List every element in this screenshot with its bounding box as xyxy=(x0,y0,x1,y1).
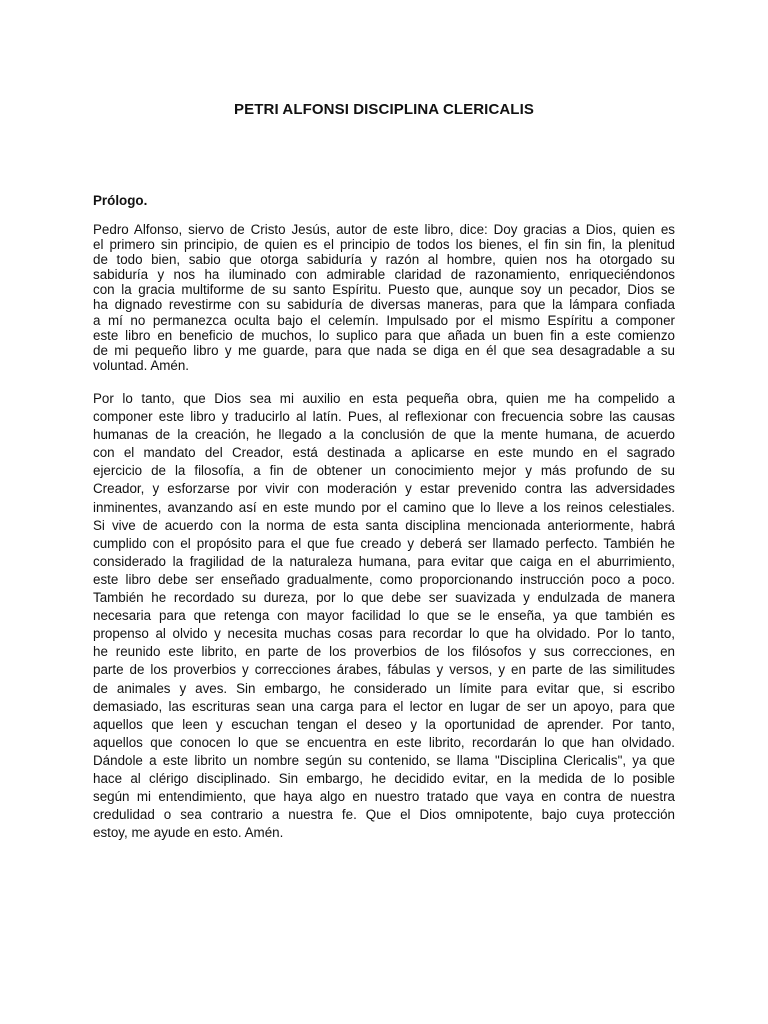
paragraph-line: ejercicio de la filosofía, a fin de obtener un conocimiento mejor y más profundo de su xyxy=(93,463,675,479)
paragraph-line: con el mandato del Creador, está destinada a aplicarse en este mundo en el sagrado xyxy=(93,445,675,461)
paragraph-line: sabiduría y nos ha iluminado con admirable claridad de razonamiento, enriqueciéndonos xyxy=(93,267,675,283)
paragraph-line: cumplido con el propósito para el que fue creado y deberá ser llamado perfecto. También he xyxy=(93,535,675,551)
paragraph-line: de todo bien, sabio que otorga sabiduría y razón al hombre, quien nos ha otorgado su xyxy=(93,252,675,268)
document-title: PETRI ALFONSI DISCIPLINA CLERICALIS xyxy=(234,101,534,118)
paragraph-line: humanas de la creación, he llegado a la conclusión de que la mente humana, de acuerdo xyxy=(93,427,675,443)
paragraph-line: credulidad o sea contrario a nuestra fe. Que el Dios omnipotente, bajo cuya protección xyxy=(93,807,675,823)
paragraph-line: aquellos que leen y escuchan tengan el deseo y la oportunidad de aprender. Por tanto, xyxy=(93,716,675,732)
paragraph-line: de animales y aves. Sin embargo, he considerado un límite para evitar que, si escribo xyxy=(93,680,675,696)
paragraph-line: Por lo tanto, que Dios sea mi auxilio en esta pequeña obra, quien me ha compelido a xyxy=(93,391,675,406)
paragraph-line: También he recordado su dureza, por lo que debe ser suavizada y endulzada de manera xyxy=(93,590,675,606)
paragraph-line: inminentes, avanzando así en este mundo por el camino que lo lleve a los reinos celestiales. xyxy=(93,499,675,515)
paragraph-line: Pedro Alfonso, siervo de Cristo Jesús, autor de este libro, dice: Doy gracias a Dios, quien es xyxy=(93,222,675,237)
section-heading: Prólogo. xyxy=(93,193,148,208)
paragraph-line: el primero sin principio, de quien es el principio de todos los bienes, el fin sin fin, la plenitud xyxy=(93,237,675,253)
paragraph-line: estoy, me ayude en esto. Amén. xyxy=(93,825,284,841)
paragraph-2 xyxy=(93,390,675,842)
paragraph-line: este libro en beneficio de muchos, lo suplico para que añada un buen fin a este comienzo xyxy=(93,327,675,343)
paragraph-line: de mi pequeño libro y me guarde, para que nada se diga en él que sea desagradable a su xyxy=(93,342,675,358)
paragraph-line: demasiado, las escrituras sean una carga para el lector en lugar de ser un apoyo, para que xyxy=(93,698,675,714)
paragraph-line: a mí no permanezca oculta bajo el celemín. Impulsado por el mismo Espíritu a componer xyxy=(93,312,675,328)
paragraph-line: Creador, y esforzarse por vivir con moderación y estar prevenido contra las adversidades xyxy=(93,481,675,497)
paragraph-1 xyxy=(93,222,675,373)
paragraph-line: necesaria para que retenga con mayor facilidad lo que se le enseña, ya que también es xyxy=(93,608,675,624)
paragraph-line: considerado la fragilidad de la naturaleza humana, para evitar que caiga en el aburrimiento, xyxy=(93,553,675,569)
paragraph-line: parte de los proverbios y correcciones árabes, fábulas y versos, y en parte de las similitudes xyxy=(93,662,675,678)
paragraph-line: he reunido este librito, en parte de los proverbios de los filósofos y sus correcciones, en xyxy=(93,644,675,660)
paragraph-line: Si vive de acuerdo con la norma de esta santa disciplina mencionada anteriormente, habrá xyxy=(93,517,675,533)
paragraph-line: ha dignado revestirme con su sabiduría de diversas maneras, para que la lámpara confiada xyxy=(93,297,675,313)
paragraph-line: voluntad. Amén. xyxy=(93,357,190,373)
paragraph-line: este libro debe ser enseñado gradualmente, como proporcionando instrucción poco a poco. xyxy=(93,571,675,587)
paragraph-line: componer este libro y traducirlo al latín. Pues, al reflexionar con frecuencia sobre las causas xyxy=(93,409,675,425)
paragraph-line: propenso al olvido y necesita muchas cosas para recordar lo que ha olvidado. Por lo tanto, xyxy=(93,626,675,642)
paragraph-line: hace al clérigo disciplinado. Sin embargo, he decidido evitar, en la medida de lo posible xyxy=(93,770,675,786)
paragraph-line: aquellos que conocen lo que se encuentra en este librito, recordarán lo que han olvidado. xyxy=(93,734,675,750)
paragraph-line: Dándole a este librito un nombre según su contenido, se llama "Disciplina Clericalis", ya que xyxy=(93,752,675,768)
paragraph-line: con la gracia multiforme de su santo Espíritu. Puesto que, aunque soy un pecador, Dios se xyxy=(93,282,675,298)
paragraph-line: según mi entendimiento, que haya algo en nuestro tratado que vaya en contra de nuestra xyxy=(93,789,675,805)
